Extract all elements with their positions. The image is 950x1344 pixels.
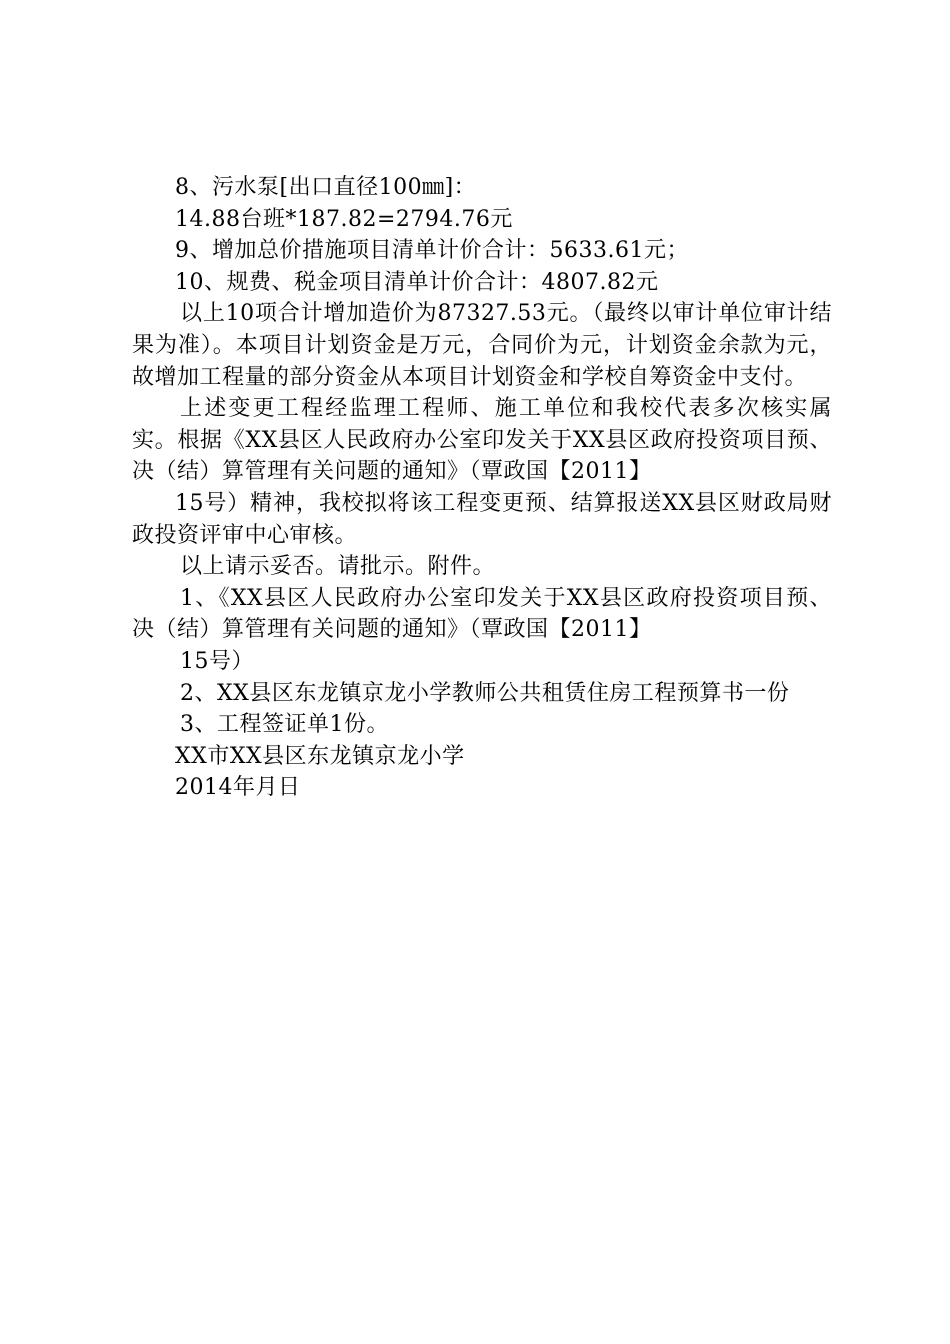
summary-paragraph: 以上10项合计增加造价为87327.53元。（最终以审计单位审计结果为准）。本项目计划资金是万元，合同价为元，计划资金余款为元，故增加工程量的部分资金从本项目计划资金和学校自筹资金中支付。 [132, 301, 832, 390]
signature-organization: XX市XX县区东龙镇京龙小学 [175, 743, 465, 769]
document-body [132, 172, 832, 804]
item-10: 10、规费、税金项目清单计价合计：4807.82元 [175, 269, 659, 295]
attachment-1-continued: 15号） [180, 648, 254, 674]
attachment-3: 3、工程签证单1份。 [180, 712, 389, 738]
attachment-2: 2、XX县区东龙镇京龙小学教师公共租赁住房工程预算书一份 [180, 680, 790, 706]
request-line: 以上请示妥否。请批示。附件。 [180, 554, 496, 580]
item-8-title: 8、污水泵[出口直径100㎜]： [175, 175, 477, 200]
attachment-1: 1、《XX县区人民政府办公室印发关于XX县区政府投资项目预、决（结）算管理有关问题的通知》（覃政国【2011】 [132, 585, 832, 643]
signature-date: 2014年月日 [175, 775, 301, 801]
item-8-calculation: 14.88台班*187.82=2794.76元 [175, 206, 513, 232]
item-9: 9、增加总价措施项目清单计价合计：5633.61元； [175, 238, 689, 264]
verification-paragraph: 上述变更工程经监理工程师、施工单位和我校代表多次核实属实。根据《XX县区人民政府办公室印发关于XX县区政府投资项目预、决（结）算管理有关问题的通知》（覃政国【2011】 [132, 396, 832, 485]
spirit-paragraph: 15号）精神，我校拟将该工程变更预、结算报送XX县区财政局财政投资评审中心审核。 [132, 490, 832, 548]
